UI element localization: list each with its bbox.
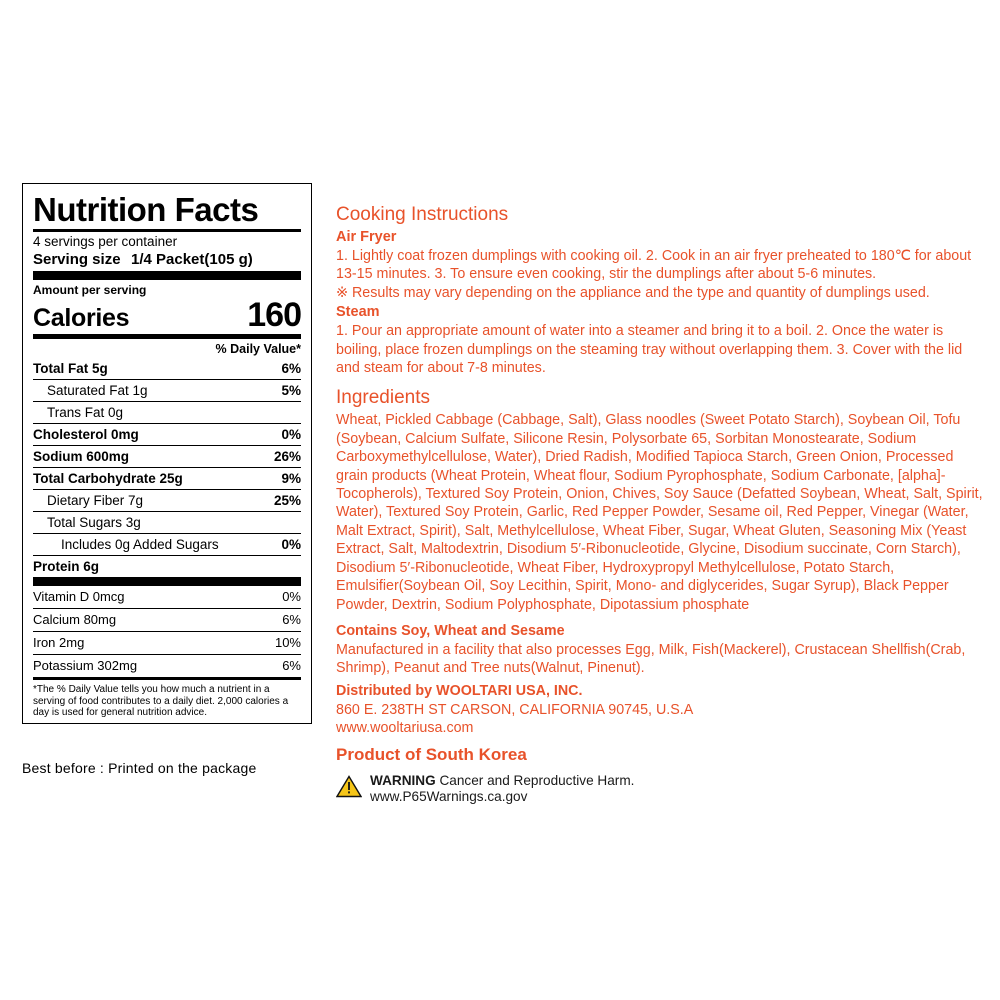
nutrient-name: Total Fat 5g — [33, 360, 108, 376]
micronutrient-daily-value: 6% — [282, 612, 301, 627]
micronutrient-row — [33, 586, 301, 608]
nutrient-name: Total Sugars 3g — [47, 514, 141, 530]
steam-steps: 1. Pour an appropriate amount of water into a steamer and bring it to a boil. 2. Once the water is boiling, place frozen dumplings on the steaming tray without overlapping them. 3. Cover with the lid and steam for about 7-8 minutes. — [336, 323, 963, 377]
warning-triangle-icon — [336, 775, 362, 798]
calories-label: Calories — [33, 304, 130, 332]
nutrient-daily-value: 0% — [281, 426, 301, 442]
micronutrient-name: Potassium 302mg — [33, 658, 138, 673]
distributor-address: 860 E. 238TH ST CARSON, CALIFORNIA 90745, U.S.A — [336, 701, 694, 718]
micronutrient-rows — [33, 586, 301, 677]
micronutrient-row — [33, 654, 301, 677]
nutrient-row — [33, 445, 301, 467]
micronutrient-daily-value: 0% — [282, 589, 301, 604]
nutrient-daily-value: 0% — [281, 536, 301, 552]
nutrient-name: Sodium 600mg — [33, 448, 130, 464]
air-fryer-heading: Air Fryer — [336, 229, 397, 245]
air-fryer-note: ※ Results may vary depending on the appliance and the type and quantity of dumplings used. — [336, 284, 930, 301]
nutrient-row — [33, 533, 301, 555]
micronutrient-name: Calcium 80mg — [33, 612, 117, 627]
daily-value-header: % Daily Value* — [215, 342, 301, 356]
nutrient-daily-value — [295, 405, 301, 421]
nutrient-daily-value: 9% — [281, 470, 301, 486]
nutrient-name: Trans Fat 0g — [47, 404, 124, 420]
nutrition-facts-panel — [22, 183, 312, 724]
warning-message: Cancer and Reproductive Harm. — [439, 772, 635, 788]
nutrient-daily-value: 6% — [281, 360, 301, 376]
amount-per-serving-label: Amount per serving — [33, 283, 147, 297]
nutrient-name: Cholesterol 0mg — [33, 426, 139, 442]
label-right-column — [336, 203, 984, 805]
manufactured-in-facility: Manufactured in a facility that also processes Egg, Milk, Fish(Mackerel), Crustacean Shellfish(Crab, Shrimp), Peanut and Tree nuts(Walnut, Pinenut). — [336, 641, 966, 676]
nutrient-row — [33, 379, 301, 401]
distributor-name: Distributed by WOOLTARI USA, INC. — [336, 682, 583, 699]
cooking-instructions-heading: Cooking Instructions — [336, 204, 509, 225]
servings-per-container: 4 servings per container — [33, 234, 178, 249]
serving-size-value: 1/4 Packet(105 g) — [131, 251, 253, 268]
nutrient-row — [33, 467, 301, 489]
micronutrient-name: Vitamin D 0mcg — [33, 589, 125, 604]
nutrient-daily-value: 5% — [281, 382, 301, 398]
nutrient-rows — [33, 358, 301, 555]
nutrient-row — [33, 511, 301, 533]
serving-size-label: Serving size — [33, 251, 121, 268]
micronutrient-daily-value: 10% — [274, 635, 301, 650]
micronutrient-name: Iron 2mg — [33, 635, 85, 650]
steam-heading: Steam — [336, 304, 380, 321]
nutrient-row — [33, 358, 301, 379]
serving-size-row — [33, 250, 301, 271]
nutrient-daily-value: 26% — [273, 448, 301, 464]
ingredients-heading: Ingredients — [336, 387, 431, 409]
divider-thick — [33, 577, 301, 586]
nutrient-row — [33, 401, 301, 423]
micronutrient-daily-value: 6% — [282, 658, 301, 673]
calories-value: 160 — [247, 296, 301, 334]
nutrient-row — [33, 423, 301, 445]
micronutrient-row — [33, 608, 301, 631]
distributor-website[interactable]: www.wooltariusa.com — [336, 719, 474, 736]
nutrition-facts-title: Nutrition Facts — [33, 191, 259, 228]
protein-label: Protein 6g — [33, 558, 100, 574]
nutrient-name: Includes 0g Added Sugars — [61, 536, 219, 552]
nutrient-name: Dietary Fiber 7g — [47, 492, 144, 508]
best-before-text: Best before : Printed on the package — [22, 760, 257, 776]
protein-row — [33, 556, 301, 577]
warning-link[interactable]: www.P65Warnings.ca.gov — [370, 788, 528, 804]
warning-label: WARNING — [370, 772, 436, 788]
divider-thick — [33, 271, 301, 280]
ingredients-text: Wheat, Pickled Cabbage (Cabbage, Salt), Glass noodles (Sweet Potato Starch), Soybean Oil, Tofu (Soybean, Calcium Sulfate, Silicone Resin, Polysorbate 65, Sorbitan Monostearate, Sodium Carboxymethylcellulose, Water), Dried Radish, Modified Tapioca Starch, Green Onion, Processed grain products (Wheat Protein, Wheat flour, Sodium Pyrophosphate, Sodium Carbonate, [alpha]-Tocopherols), Textured Soy Protein, Onion, Chives, Soy Sauce (Defatted Soybean, Wheat, Salt, Spirit, Water), Textured Soy Protein, Garlic, Red Pepper Powder, Sesame oil, Red Pepper, Vinegar (Water, Malt Extract, Spirit), Salt, Methylcellulose, Wheat Fiber, Sugar, Wheat Gluten, Seasoning Mix (Yeast Extract, Salt, Maltodextrin, Disodium 5′-Ribonucleotide, Glycine, Disodium succinate, Corn Starch), Disodium 5′-Ribonucleotide, Wheat Fiber, Hydroxypropyl Methylcellulose, Potato Starch, Emulsifier(Soybean Oil, Soy Lecithin, Spirit, Mono- and diglycerides, Sugar Syrup), Black Pepper Powder, Dextrin, Sodium Polyphosphate, Dipotassium phosphate — [336, 412, 983, 613]
nutrient-name: Total Carbohydrate 25g — [33, 470, 183, 486]
calories-row — [33, 297, 301, 334]
nutrient-row — [33, 489, 301, 511]
air-fryer-steps: 1. Lightly coat frozen dumplings with cooking oil. 2. Cook in an air fryer preheated to 180℃ for about 13-15 minutes. 3. To ensure even cooking, stir the dumplings after about 5-6 minutes. — [336, 248, 972, 283]
micronutrient-row — [33, 631, 301, 654]
prop65-warning — [336, 773, 984, 805]
product-of-origin: Product of South Korea — [336, 744, 527, 764]
warning-text-block — [370, 773, 634, 805]
contains-allergens: Contains Soy, Wheat and Sesame — [336, 622, 565, 639]
daily-value-footnote: *The % Daily Value tells you how much a nutrient in a serving of food contributes to a daily diet. 2,000 calories a day is used for general nutrition advice. — [33, 684, 289, 718]
nutrient-name: Saturated Fat 1g — [47, 382, 148, 398]
spacer — [336, 614, 984, 622]
nutrient-daily-value — [295, 515, 301, 531]
nutrient-daily-value: 25% — [273, 492, 301, 508]
